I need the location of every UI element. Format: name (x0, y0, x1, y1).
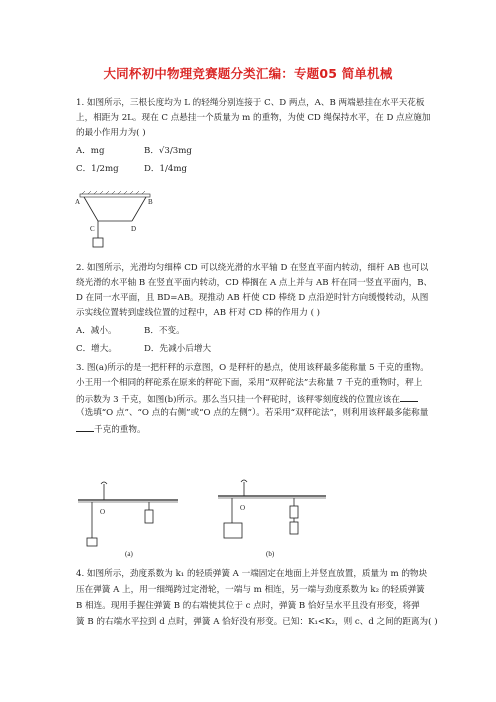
q3-answer-blank-1 (400, 393, 418, 402)
q4-line-3: B 相连。现用手握住弹簧 B 的右端使其位于 c 点时，弹簧 B 恰好呈水平且没有形变，将弹 (76, 601, 420, 611)
q3-line-2: 小王用一个相同的秤砣系在原来的秤砣下面，采用“双秤砣法”去称量 7 千克的重物时，秤上 (76, 378, 423, 388)
q3-caption-b: (b) (266, 550, 275, 558)
q2-option-a: A．减小。 (76, 326, 117, 336)
q1-option-a: A．mg (76, 146, 105, 156)
q4-line-2: 压在弹簧 A 上，用一细绳跨过定滑轮，一端与 m 相连，另一端与劲度系数为 k₂ 的轻质弹簧 (76, 585, 425, 595)
q2-line-3: D 在同一水平面，且 BD=AB。现推动 AB 杆使 CD 棒绕 D 点沿逆时针方向缓慢转动，从图 (76, 293, 429, 303)
q4-line-4: 簧 B 的右端水平拉到 d 点时，弹簧 A 恰好没有形变。已知：K₁<K₂，则 c、d 之间的距离为( ) (76, 617, 438, 627)
q1-label-b: B (148, 198, 153, 206)
q4-line-1: 4. 如图所示，劲度系数为 k₁ 的轻质弹簧 A 一端固定在地面上并竖直放置，质量为 m 的物块 (76, 569, 428, 579)
page-title: 大同杯初中物理竞赛题分类汇编：专题05 简单机械 (103, 66, 393, 81)
q3-label-o-a: O (100, 508, 106, 516)
q1-label-a: A (75, 198, 81, 206)
q3-line-5: 千克的重物。 (76, 423, 146, 436)
q1-line-2: 上，相距为 2L。现在 C 点悬挂一个质量为 m 的重物，为使 CD 绳保持水平，在 D 点应施加 (76, 113, 431, 123)
q1-label-d: D (131, 225, 137, 233)
q3-line-1: 3. 图(a)所示的是一把杆秤的示意图，O 是秤杆的悬点，使用该秤最多能称量 5 千克的重物。 (76, 363, 429, 373)
q1-rope-figure (72, 190, 162, 262)
q2-option-c: C．增大。 (76, 344, 117, 354)
q1-label-c: C (90, 225, 95, 233)
q3-caption-a: (a) (125, 550, 133, 558)
q1-option-c: C．1/2mg (76, 164, 119, 174)
q3-line-3: 的示数为 3 千克，如图(b)所示。那么当只挂一个秤砣时，该秤零刻度线的位置应该在 (76, 393, 418, 406)
q1-option-d: D．1/4mg (144, 164, 187, 174)
q3-line-4: （选填“O 点”、“O 点的右侧”或“O 点的左侧”）。若采用“双秤砣法”，则利用该秤最多能称量 (76, 408, 429, 418)
q2-option-b: B．不变。 (144, 326, 185, 336)
q3-steelyard-figure-b (212, 480, 332, 556)
q2-line-4: 示实线位置转到虚线位置的过程中，AB 杆对 CD 棒的作用力 ( ) (76, 308, 321, 318)
q1-line-1: 1. 如图所示，三根长度均为 L 的轻绳分别连接于 C、D 两点，A、B 两端悬挂在水平天花板 (76, 98, 425, 108)
q2-option-d: D．先减小后增大 (144, 344, 212, 354)
q1-line-3: 的最小作用力为( ) (76, 128, 146, 138)
q2-line-2: 绕光滑的水平轴 B 在竖直平面内转动，CD 棒搁在 A 点上并与 AB 杆在同一竖直平面内，B、 (76, 278, 433, 288)
q3-answer-blank-2 (76, 423, 94, 432)
q3-steelyard-figure-a (74, 480, 184, 556)
q3-label-o-b: O (240, 504, 246, 512)
q1-option-b: B．√3/3mg (144, 146, 192, 156)
q2-line-1: 2. 如图所示，光滑均匀细棒 CD 可以绕光滑的水平轴 D 在竖直平面内转动，细杆 AB 也可以 (76, 263, 429, 273)
